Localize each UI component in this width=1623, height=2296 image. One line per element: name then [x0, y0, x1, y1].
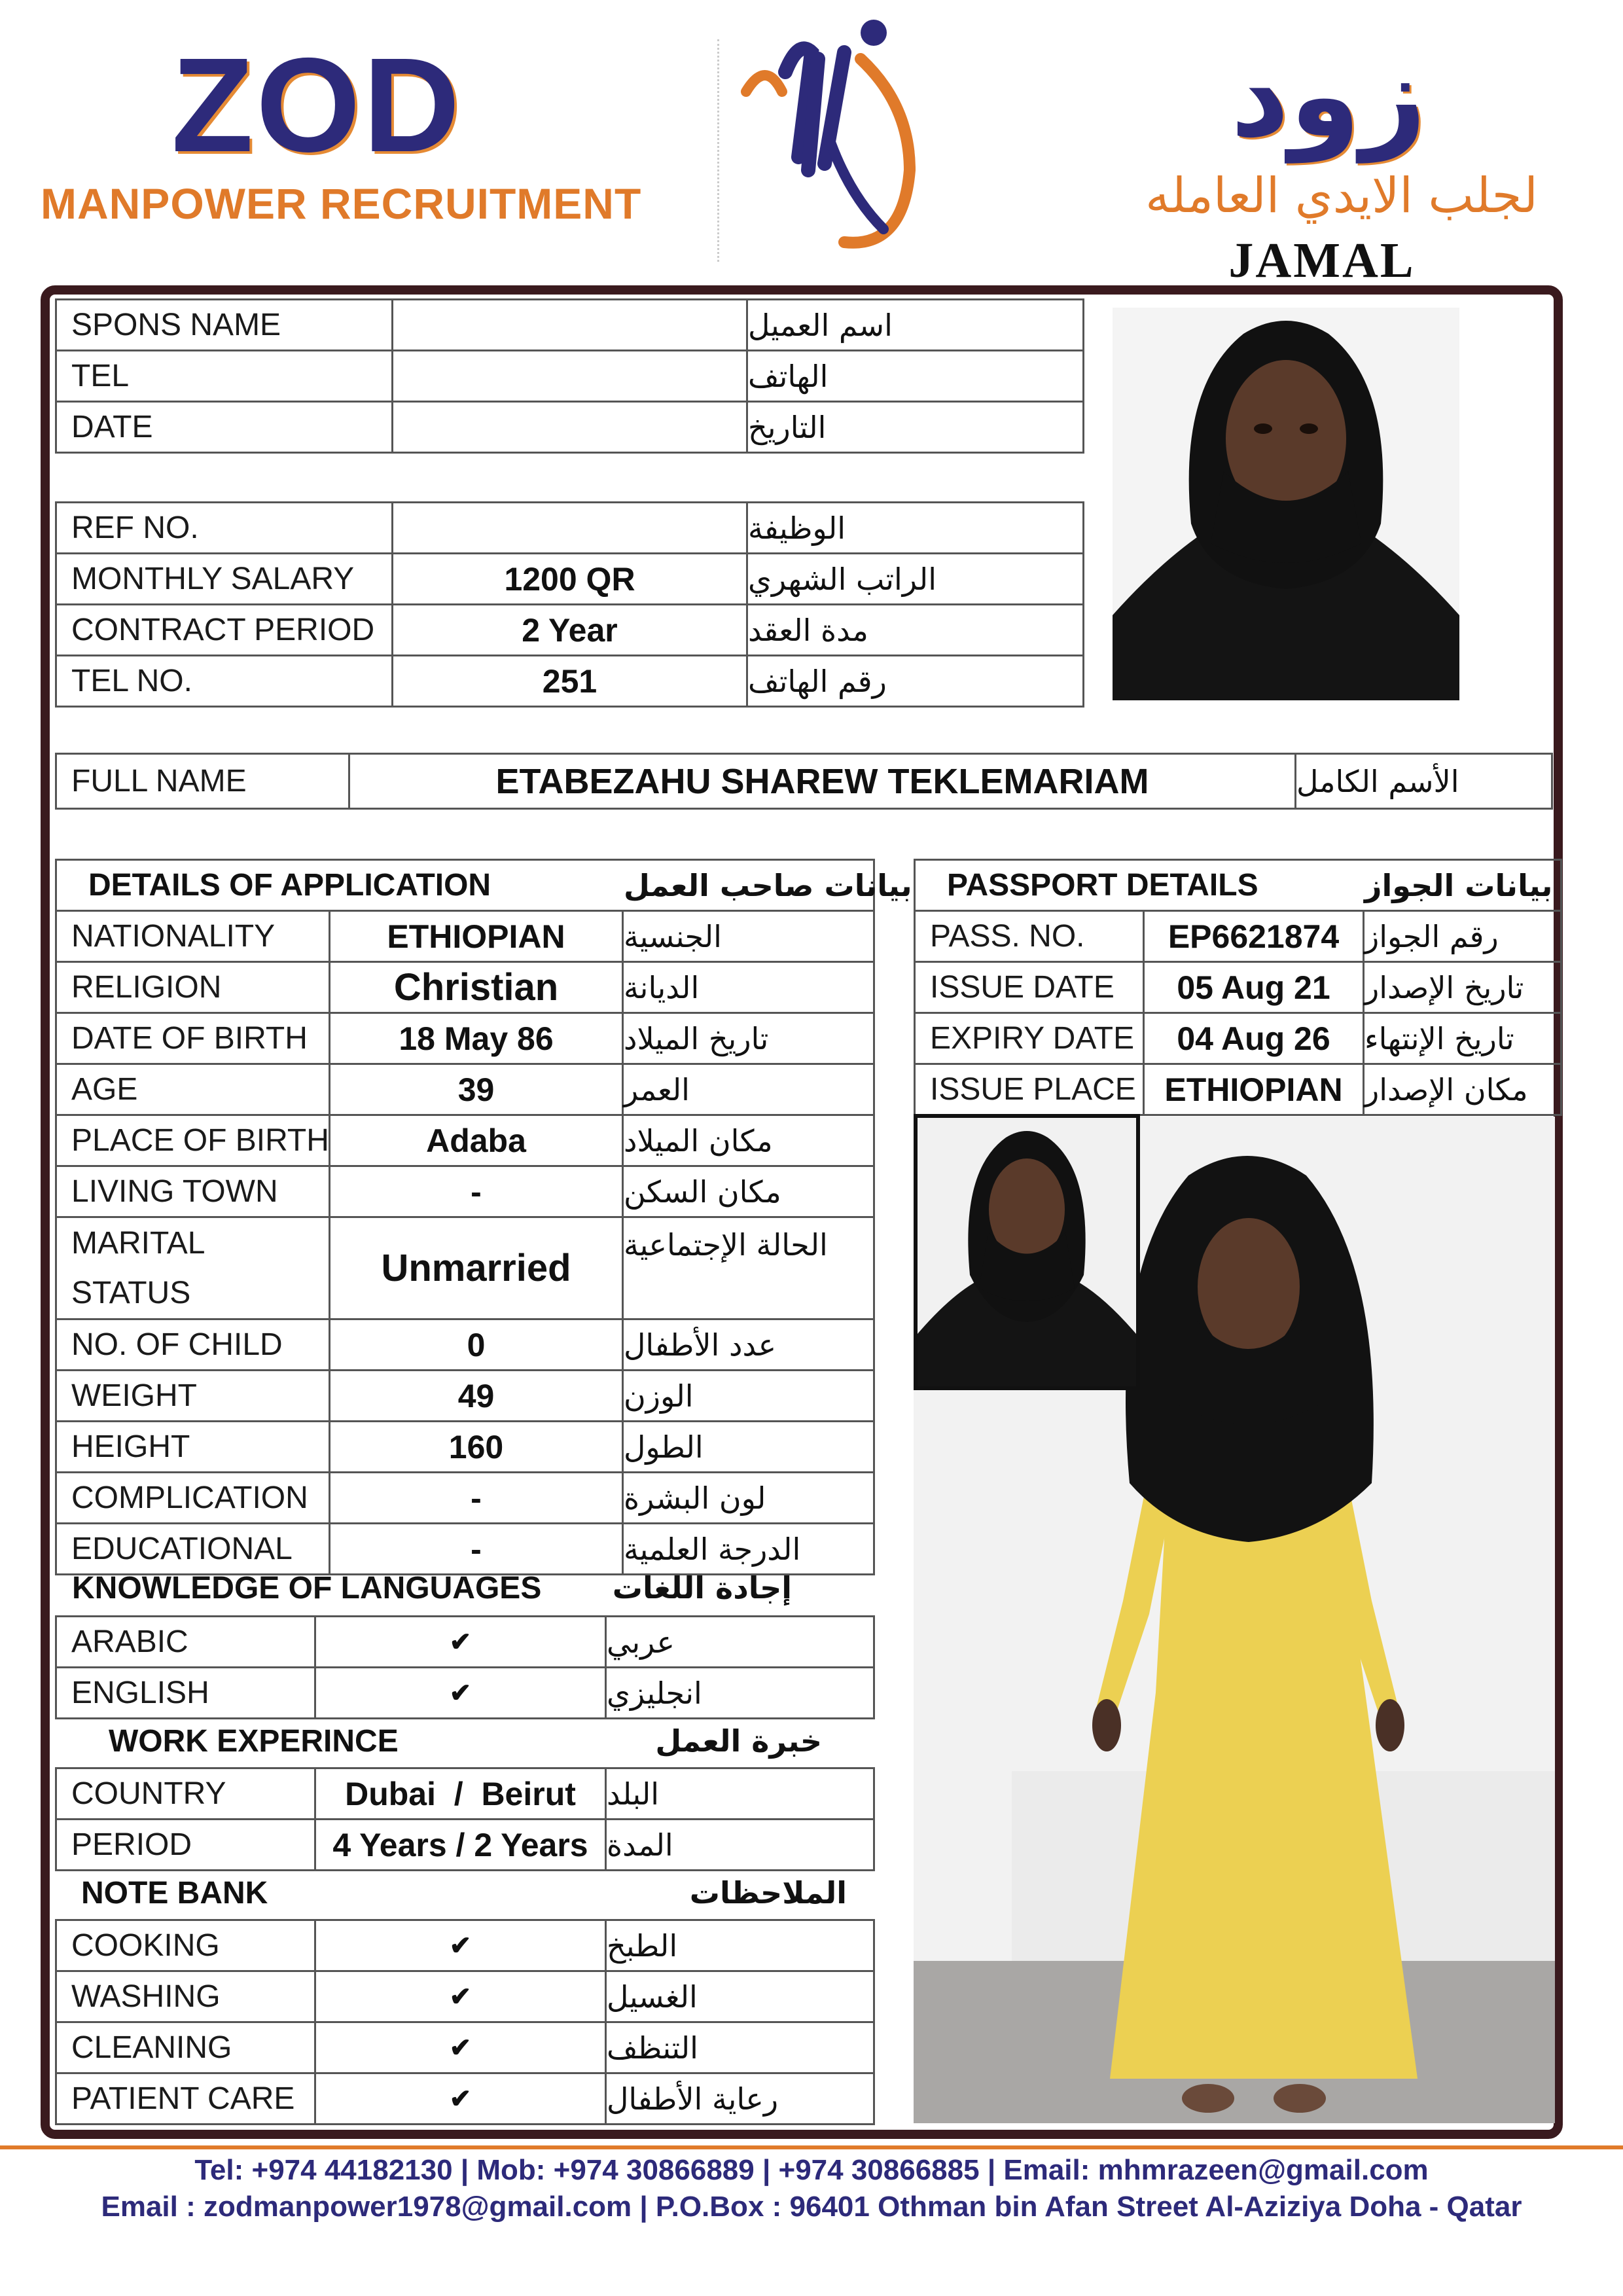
field-label: COUNTRY: [57, 1769, 316, 1820]
weight-value: 49: [330, 1371, 624, 1422]
field-label-ar: مكان الإصدار: [1364, 1065, 1562, 1116]
check-icon: ✔: [316, 2074, 607, 2125]
dob-value: 18 May 86: [330, 1014, 624, 1065]
agent-name: JAMAL: [1228, 233, 1416, 288]
field-label: LIVING TOWN: [57, 1167, 330, 1218]
country-value: Dubai / Beirut: [316, 1769, 607, 1820]
issue-place-value: ETHIOPIAN: [1145, 1065, 1364, 1116]
sponsor-tel-value[interactable]: [393, 351, 748, 403]
check-icon: ✔: [316, 1617, 607, 1668]
footer-contact-line1: Tel: +974 44182130 | Mob: +974 30866889 | +974 30866885 | Email: mhmrazeen@gmail.com: [194, 2154, 1429, 2186]
field-label: RELIGION: [57, 963, 330, 1014]
field-label: SPONS NAME: [57, 300, 393, 351]
notes-heading: [81, 1873, 847, 1912]
field-label: HEIGHT: [57, 1422, 330, 1473]
field-label-ar: الدرجة العلمية: [624, 1524, 875, 1575]
field-label-ar: الراتب الشهري: [748, 554, 1084, 605]
field-label: TEL NO.: [57, 656, 393, 708]
experience-title: WORK EXPERINCE: [109, 1723, 399, 1759]
field-label-ar: مكان السكن: [624, 1167, 875, 1218]
sponsor-date-value[interactable]: [393, 403, 748, 454]
brand-arabic: زود: [1230, 30, 1427, 163]
height-value: 160: [330, 1422, 624, 1473]
living-town-value: -: [330, 1167, 624, 1218]
field-label-ar: الديانة: [624, 963, 875, 1014]
check-icon: ✔: [316, 2023, 607, 2074]
field-label-ar: تاريخ الإصدار: [1364, 963, 1562, 1014]
contract-period-value: 2 Year: [393, 605, 748, 656]
field-label-ar: انجليزي: [607, 1668, 875, 1719]
field-label: NO. OF CHILD: [57, 1320, 330, 1371]
languages-title-ar: إجادة اللغات: [612, 1570, 792, 1605]
complication-value: -: [330, 1473, 624, 1524]
candidate-passport-photo: [914, 1114, 1140, 1390]
field-label: WASHING: [57, 1972, 316, 2023]
check-icon: ✔: [316, 1921, 607, 1972]
ref-no-value: [393, 503, 748, 554]
field-label-ar: التنظف: [607, 2023, 875, 2074]
check-icon: ✔: [316, 1972, 607, 2023]
notes-title-ar: الملاحظات: [689, 1875, 847, 1910]
experience-heading: [109, 1721, 822, 1761]
field-label: DATE OF BIRTH: [57, 1014, 330, 1065]
brand-logo-text: ZOD: [171, 30, 463, 180]
field-label: EXPIRY DATE: [916, 1014, 1145, 1065]
field-label: ISSUE PLACE: [916, 1065, 1145, 1116]
expiry-date-value: 04 Aug 26: [1145, 1014, 1364, 1065]
marital-label: [57, 1218, 330, 1320]
full-name-label-ar: الأسم الكامل: [1296, 755, 1553, 810]
field-label: PATIENT CARE: [57, 2074, 316, 2125]
candidate-portrait: [1113, 308, 1459, 700]
field-label-ar: الجنسية: [624, 912, 875, 963]
field-label: COMPLICATION: [57, 1473, 330, 1524]
field-label: EDUCATIONAL: [57, 1524, 330, 1575]
field-label-ar: التاريخ: [748, 403, 1084, 454]
field-label: NATIONALITY: [57, 912, 330, 963]
salary-value: 1200 QR: [393, 554, 748, 605]
notes-title: NOTE BANK: [81, 1875, 268, 1910]
brand-subtitle: MANPOWER RECRUITMENT: [41, 179, 642, 228]
field-label: PERIOD: [57, 1820, 316, 1871]
field-label-ar: رعاية الأطفال: [607, 2074, 875, 2125]
place-of-birth-value: Adaba: [330, 1116, 624, 1167]
field-label: REF NO.: [57, 503, 393, 554]
languages-heading: [72, 1568, 792, 1607]
passport-title-ar: بيانات الجواز: [1364, 861, 1562, 912]
field-label-ar: عربي: [607, 1617, 875, 1668]
field-label-ar: رقم الجواز: [1364, 912, 1562, 963]
application-table: [55, 859, 912, 1575]
field-label: WEIGHT: [57, 1371, 330, 1422]
field-label: ARABIC: [57, 1617, 316, 1668]
application-title: DETAILS OF APPLICATION: [57, 861, 624, 912]
educational-value: -: [330, 1524, 624, 1575]
field-label-ar: تاريخ الميلاد: [624, 1014, 875, 1065]
field-label-ar: الغسيل: [607, 1972, 875, 2023]
passport-table: [914, 859, 1562, 1116]
marital-label-ar: الحالة الإجتماعية: [624, 1218, 875, 1320]
field-label-ar: الطول: [624, 1422, 875, 1473]
header-divider: [717, 39, 719, 262]
field-label-ar: تاريخ الإنتهاء: [1364, 1014, 1562, 1065]
footer-contact-line2: Email : zodmanpower1978@gmail.com | P.O.Box : 96401 Othman bin Afan Street Al-Aziziya Doha - Qatar: [101, 2191, 1522, 2223]
field-label: TEL: [57, 351, 393, 403]
tel-no-value: 251: [393, 656, 748, 708]
passport-number-value: EP6621874: [1145, 912, 1364, 963]
field-label-ar: عدد الأطفال: [624, 1320, 875, 1371]
full-name-label: FULL NAME: [57, 755, 350, 810]
field-label: DATE: [57, 403, 393, 454]
full-name-value: ETABEZAHU SHAREW TEKLEMARIAM: [350, 755, 1296, 810]
application-title-ar: بيانات صاحب العمل: [624, 861, 875, 912]
field-label: CLEANING: [57, 2023, 316, 2074]
field-label-ar: الطبخ: [607, 1921, 875, 1972]
field-label: MONTHLY SALARY: [57, 554, 393, 605]
religion-value: Christian: [330, 963, 624, 1014]
check-icon: ✔: [316, 1668, 607, 1719]
issue-date-value: 05 Aug 21: [1145, 963, 1364, 1014]
experience-title-ar: خبرة العمل: [655, 1723, 822, 1759]
marital-label-line2: STATUS: [71, 1275, 191, 1310]
field-label-ar: مدة العقد: [748, 605, 1084, 656]
field-label: ENGLISH: [57, 1668, 316, 1719]
field-label: AGE: [57, 1065, 330, 1116]
experience-table: [55, 1767, 875, 1871]
sponsor-table: [55, 298, 1084, 454]
languages-table: [55, 1615, 875, 1719]
marital-status-value: Unmarried: [330, 1218, 624, 1320]
field-label-ar: المدة: [607, 1820, 875, 1871]
field-label-ar: رقم الهاتف: [748, 656, 1084, 708]
footer-divider: [0, 2145, 1623, 2149]
field-label: PASS. NO.: [916, 912, 1145, 963]
age-value: 39: [330, 1065, 624, 1116]
notes-table: [55, 1919, 875, 2125]
full-name-row: [55, 753, 1553, 810]
brand-logo-icon: [720, 13, 936, 262]
field-label-ar: مكان الميلاد: [624, 1116, 875, 1167]
children-value: 0: [330, 1320, 624, 1371]
field-label-ar: لون البشرة: [624, 1473, 875, 1524]
field-label-ar: البلد: [607, 1769, 875, 1820]
field-label: PLACE OF BIRTH: [57, 1116, 330, 1167]
field-label-ar: الوظيفة: [748, 503, 1084, 554]
field-label: COOKING: [57, 1921, 316, 1972]
field-label: ISSUE DATE: [916, 963, 1145, 1014]
field-label-ar: اسم العميل: [748, 300, 1084, 351]
period-value: 4 Years / 2 Years: [316, 1820, 607, 1871]
languages-title: KNOWLEDGE OF LANGUAGES: [72, 1570, 542, 1605]
passport-title: PASSPORT DETAILS: [916, 861, 1364, 912]
job-table: [55, 501, 1084, 708]
sponsor-name-value[interactable]: [393, 300, 748, 351]
field-label-ar: العمر: [624, 1065, 875, 1116]
marital-label-line1: MARITAL: [71, 1225, 205, 1261]
nationality-value: ETHIOPIAN: [330, 912, 624, 963]
brand-subtitle-arabic: لجلب الايدي العامله: [1145, 168, 1538, 224]
field-label-ar: الوزن: [624, 1371, 875, 1422]
field-label: CONTRACT PERIOD: [57, 605, 393, 656]
field-label-ar: الهاتف: [748, 351, 1084, 403]
